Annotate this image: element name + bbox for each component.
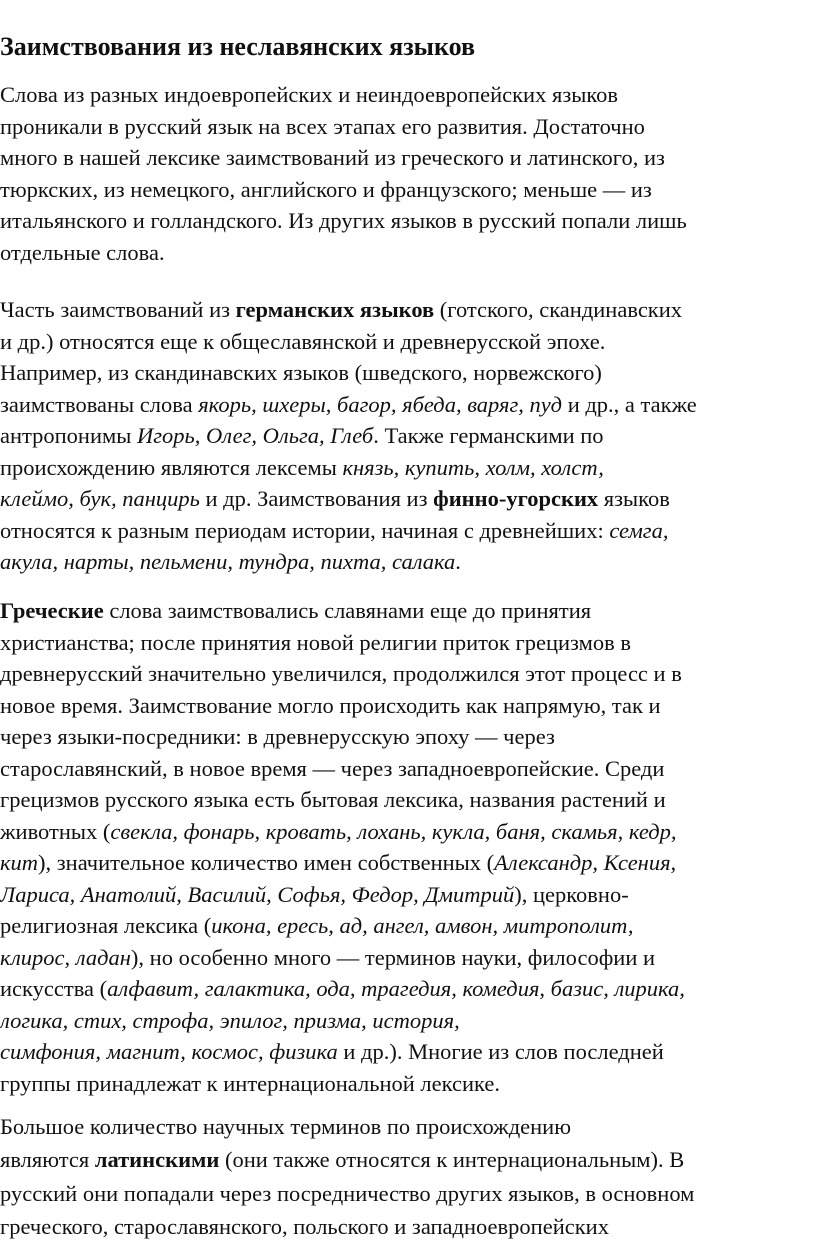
text-segment: антропонимы bbox=[0, 423, 137, 448]
text-segment: христианства; после принятия новой религии приток грецизмов в bbox=[0, 629, 631, 655]
text-segment: и др.). Многие из слов последней bbox=[337, 1039, 664, 1064]
text-line bbox=[0, 595, 685, 627]
text-line bbox=[0, 658, 685, 690]
text-line bbox=[0, 205, 687, 237]
paragraph-germanic bbox=[0, 294, 697, 578]
text-segment: грецизмов русского языка есть бытовая лексика, названия растений и bbox=[0, 787, 666, 812]
paragraph-greek bbox=[0, 595, 685, 1099]
text-line bbox=[0, 515, 697, 547]
bold-term: латинскими bbox=[94, 1147, 220, 1173]
text-segment: Часть заимствований из bbox=[0, 297, 236, 322]
text-line bbox=[0, 1036, 685, 1068]
text-segment: искусства ( bbox=[0, 976, 108, 1001]
text-segment: итальянского и голландского. Из других языков в русский попали лишь bbox=[0, 208, 687, 233]
bold-term: германских языков bbox=[235, 297, 435, 322]
italic-examples: клеймо, бук, панцирь bbox=[0, 486, 200, 511]
text-segment: и др., а также bbox=[562, 391, 697, 417]
italic-examples: икона, ересь, ад, ангел, амвон, митрополит, bbox=[211, 913, 634, 938]
text-line bbox=[0, 753, 685, 785]
text-line bbox=[0, 357, 697, 389]
italic-examples: семга, bbox=[609, 517, 669, 543]
text-line bbox=[0, 627, 685, 659]
italic-examples: свекла, фонарь, кровать, лохань, кукла, баня, скамья, кедр, bbox=[110, 818, 677, 844]
text-segment: древнерусский значительно увеличился, продолжился этот процесс и в bbox=[0, 661, 682, 686]
text-line bbox=[0, 420, 697, 452]
italic-examples: акула, нарты, пельмени, тундра, пихта, салака bbox=[0, 549, 456, 574]
italic-examples: Александр, Ксения, bbox=[494, 850, 677, 875]
bold-term: финно-угорских bbox=[433, 486, 599, 511]
text-segment: ), значительное количество имен собственных ( bbox=[38, 850, 495, 875]
text-segment: (они также относятся к интернациональным). В bbox=[219, 1147, 685, 1173]
text-segment: слова заимствовались славянами еще до принятия bbox=[103, 598, 592, 623]
text-line bbox=[0, 847, 685, 879]
text-line bbox=[0, 452, 697, 484]
text-line bbox=[0, 1068, 685, 1100]
text-segment: языков bbox=[598, 486, 670, 511]
text-segment: ), но особенно много — терминов науки, философии и bbox=[130, 944, 656, 970]
text-segment: русский они попадали через посредничество других языков, в основном bbox=[0, 1180, 695, 1206]
text-segment: старославянский, в новое время — через западноевропейские. Среди bbox=[0, 755, 665, 781]
italic-examples: симфония, магнит, космос, физика bbox=[0, 1039, 338, 1064]
text-line bbox=[0, 1210, 694, 1243]
text-segment: группы принадлежат к интернациональной лексике. bbox=[0, 1070, 501, 1096]
text-line bbox=[0, 973, 685, 1005]
text-line bbox=[0, 546, 697, 578]
text-segment: много в нашей лексике заимствований из греческого и латинского, из bbox=[0, 145, 665, 170]
text-line bbox=[0, 784, 685, 816]
text-segment: и др.) относятся еще к общеславянской и древнерусской эпохе. bbox=[0, 328, 606, 354]
text-line bbox=[0, 389, 697, 421]
document-title: Заимствования из неславянских языков bbox=[0, 32, 475, 61]
text-line bbox=[0, 1110, 694, 1143]
text-segment: через языки-посредники: в древнерусскую эпоху — через bbox=[0, 724, 555, 749]
text-segment: происхождению являются лексемы bbox=[0, 454, 343, 480]
text-line bbox=[0, 1143, 694, 1176]
text-segment: относятся к разным периодам истории, начиная с древнейших: bbox=[0, 517, 610, 543]
text-line bbox=[0, 721, 685, 753]
italic-examples: алфавит, галактика, ода, трагедия, комедия, базис, лирика, bbox=[107, 976, 685, 1001]
italic-examples: кит bbox=[0, 850, 39, 875]
text-segment: . Также германскими по bbox=[373, 423, 604, 448]
text-line bbox=[0, 690, 685, 722]
text-segment: Слова из разных индоевропейских и неиндоевропейских языков bbox=[0, 82, 618, 107]
italic-examples: князь, купить, холм, холст, bbox=[342, 454, 604, 480]
text-segment: заимствованы слова bbox=[0, 391, 199, 417]
text-line bbox=[0, 942, 685, 974]
text-line bbox=[0, 879, 685, 911]
text-segment: Например, из скандинавских языков (шведского, норвежского) bbox=[0, 360, 602, 385]
text-line bbox=[0, 483, 697, 515]
text-segment: проникали в русский язык на всех этапах его развития. Достаточно bbox=[0, 113, 645, 139]
text-line bbox=[0, 111, 687, 143]
text-line bbox=[0, 326, 697, 358]
text-segment: ), церковно- bbox=[514, 881, 629, 907]
text-line bbox=[0, 79, 687, 111]
text-segment: являются bbox=[0, 1147, 95, 1173]
paragraph-intro bbox=[0, 79, 687, 268]
italic-examples: якорь, шхеры, багор, ябеда, варяг, пуд bbox=[198, 391, 563, 417]
text-segment: и др. Заимствования из bbox=[199, 486, 434, 511]
text-segment: Большое количество научных терминов по происхождению bbox=[0, 1114, 572, 1139]
text-line bbox=[0, 237, 687, 269]
text-line bbox=[0, 910, 685, 942]
bold-term: Греческие bbox=[0, 598, 104, 623]
text-segment: отдельные слова. bbox=[0, 239, 165, 265]
italic-examples: логика, стих, строфа, эпилог, призма, история, bbox=[0, 1007, 460, 1033]
text-line bbox=[0, 816, 685, 848]
text-segment: тюркских, из немецкого, английского и французского; меньше — из bbox=[0, 176, 652, 202]
text-segment: животных ( bbox=[0, 818, 111, 844]
italic-examples: клирос, ладан bbox=[0, 944, 131, 970]
text-line bbox=[0, 1177, 694, 1210]
paragraph-latin bbox=[0, 1110, 694, 1243]
italic-examples: Игорь, Олег, Ольга, Глеб bbox=[137, 423, 374, 448]
italic-examples: Лариса, Анатолий, Василий, Софья, Федор, Дмитрий bbox=[0, 881, 515, 907]
text-segment: новое время. Заимствование могло происходить как напрямую, так и bbox=[0, 692, 661, 718]
text-line bbox=[0, 1005, 685, 1037]
text-line bbox=[0, 174, 687, 206]
text-segment: греческого, старославянского, польского и западноевропейских bbox=[0, 1213, 609, 1239]
text-line bbox=[0, 142, 687, 174]
text-line bbox=[0, 294, 697, 326]
text-segment: . bbox=[455, 549, 461, 574]
text-segment: религиозная лексика ( bbox=[0, 913, 212, 938]
text-segment: (готского, скандинавских bbox=[434, 297, 683, 322]
